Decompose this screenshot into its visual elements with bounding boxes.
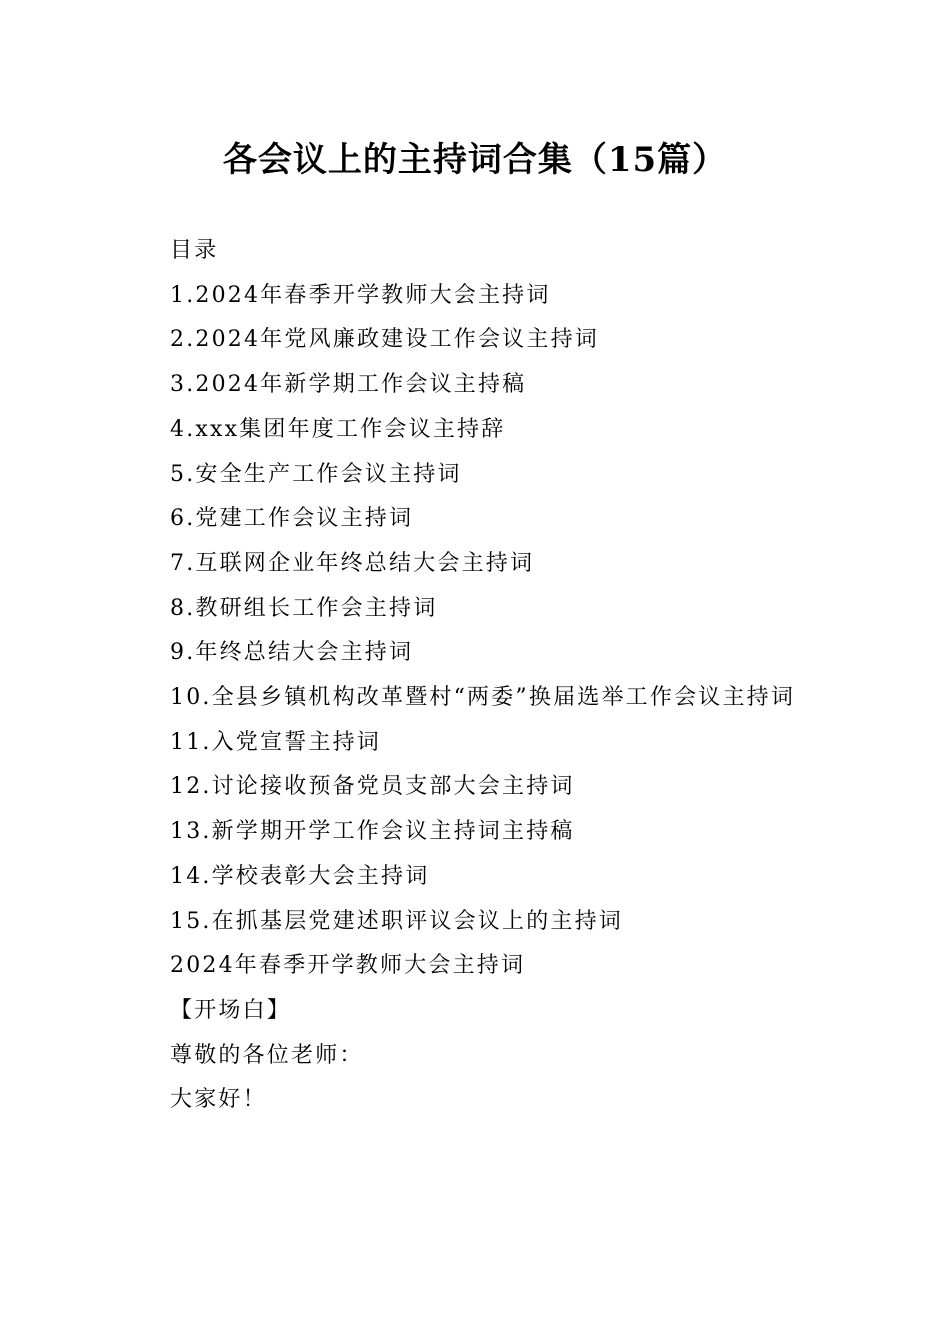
toc-list: [120, 274, 830, 945]
toc-item: 4.xxx集团年度工作会议主持辞: [170, 416, 506, 442]
toc-item: 8.教研组长工作会主持词: [170, 595, 438, 621]
section-title: 2024年春季开学教师大会主持词: [170, 953, 526, 979]
document-title: 各会议上的主持词合集（15篇）: [222, 140, 728, 180]
toc-item: 3.2024年新学期工作会议主持稿: [170, 372, 527, 398]
toc-item: 5.安全生产工作会议主持词: [170, 461, 462, 487]
toc-item: 13.新学期开学工作会议主持词主持稿: [170, 819, 575, 845]
toc-item: 14.学校表彰大会主持词: [170, 863, 430, 889]
toc-item: 12.讨论接收预备党员支部大会主持词: [170, 774, 575, 800]
toc-item: 2.2024年党风廉政建设工作会议主持词: [170, 327, 599, 353]
toc-item: 11.入党宣誓主持词: [170, 729, 381, 755]
toc-item: 9.年终总结大会主持词: [170, 640, 414, 666]
toc-item: 6.党建工作会议主持词: [170, 506, 414, 532]
toc-item: 10.全县乡镇机构改革暨村“两委”换届选举工作会议主持词: [170, 685, 796, 711]
document-body: [120, 229, 830, 1123]
toc-heading: 目录: [170, 238, 219, 263]
toc-item: 7.互联网企业年终总结大会主持词: [170, 550, 535, 576]
salutation: 尊敬的各位老师：: [170, 1042, 364, 1068]
toc-item: 1.2024年春季开学教师大会主持词: [170, 282, 551, 308]
greeting: 大家好！: [170, 1087, 267, 1113]
section-label: 【开场白】: [170, 997, 292, 1023]
toc-item: 15.在抓基层党建述职评议会议上的主持词: [170, 908, 623, 934]
